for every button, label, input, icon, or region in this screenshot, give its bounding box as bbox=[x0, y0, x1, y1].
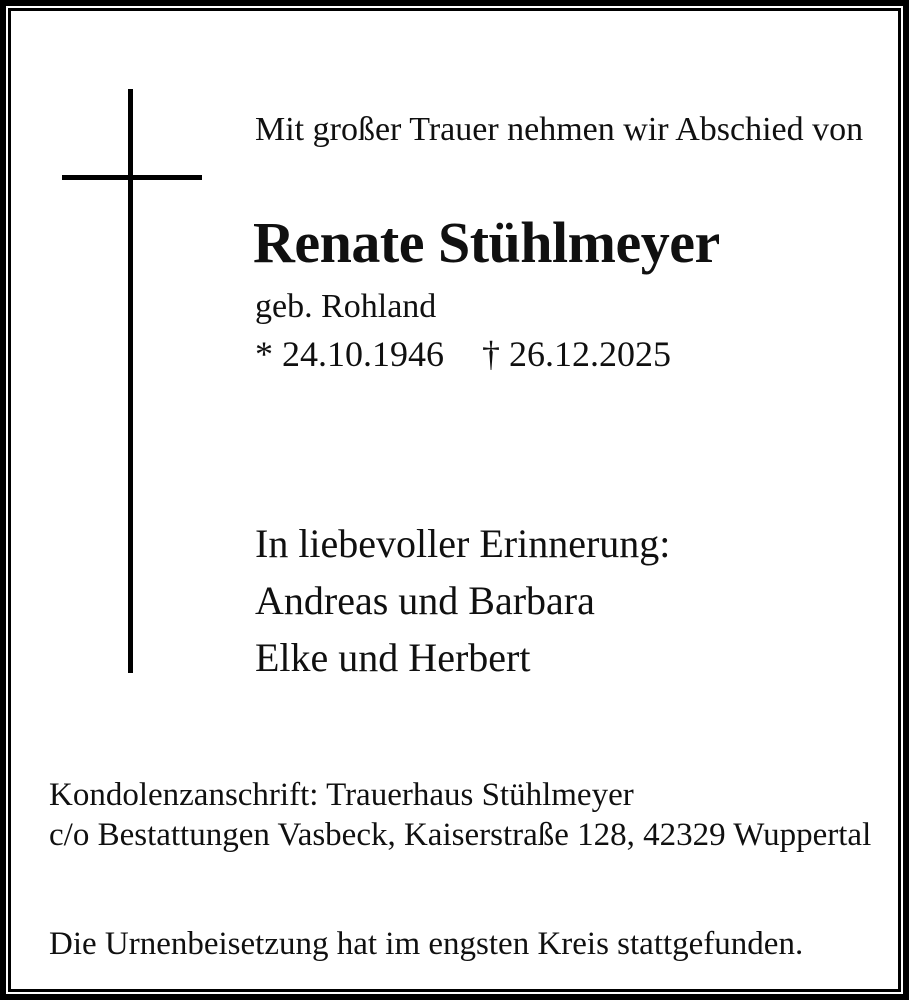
intro-line: Mit großer Trauer nehmen wir Abschied von bbox=[255, 111, 864, 148]
memorial-block bbox=[255, 515, 670, 686]
memorial-heading: In liebevoller Erinnerung: bbox=[255, 521, 671, 566]
maiden-name: geb. Rohland bbox=[255, 288, 437, 325]
deceased-name: Renate Stühlmeyer bbox=[253, 210, 720, 275]
condolence-address-line: Kondolenzanschrift: Trauerhaus Stühlmeyer bbox=[49, 777, 634, 813]
mourner-line: Andreas und Barbara bbox=[255, 578, 595, 623]
birth-date: * 24.10.1946 bbox=[255, 334, 444, 374]
condolence-block bbox=[49, 775, 871, 855]
life-dates bbox=[255, 333, 671, 375]
funeral-note: Die Urnenbeisetzung hat im engsten Kreis stattgefunden. bbox=[49, 926, 804, 962]
condolence-address-line: c/o Bestattungen Vasbeck, Kaiserstraße 128, 42329 Wuppertal bbox=[49, 817, 872, 853]
notice-content bbox=[11, 11, 898, 989]
death-date: † 26.12.2025 bbox=[482, 334, 671, 374]
cross-horizontal-bar bbox=[62, 175, 202, 180]
mourner-line: Elke und Herbert bbox=[255, 635, 531, 680]
